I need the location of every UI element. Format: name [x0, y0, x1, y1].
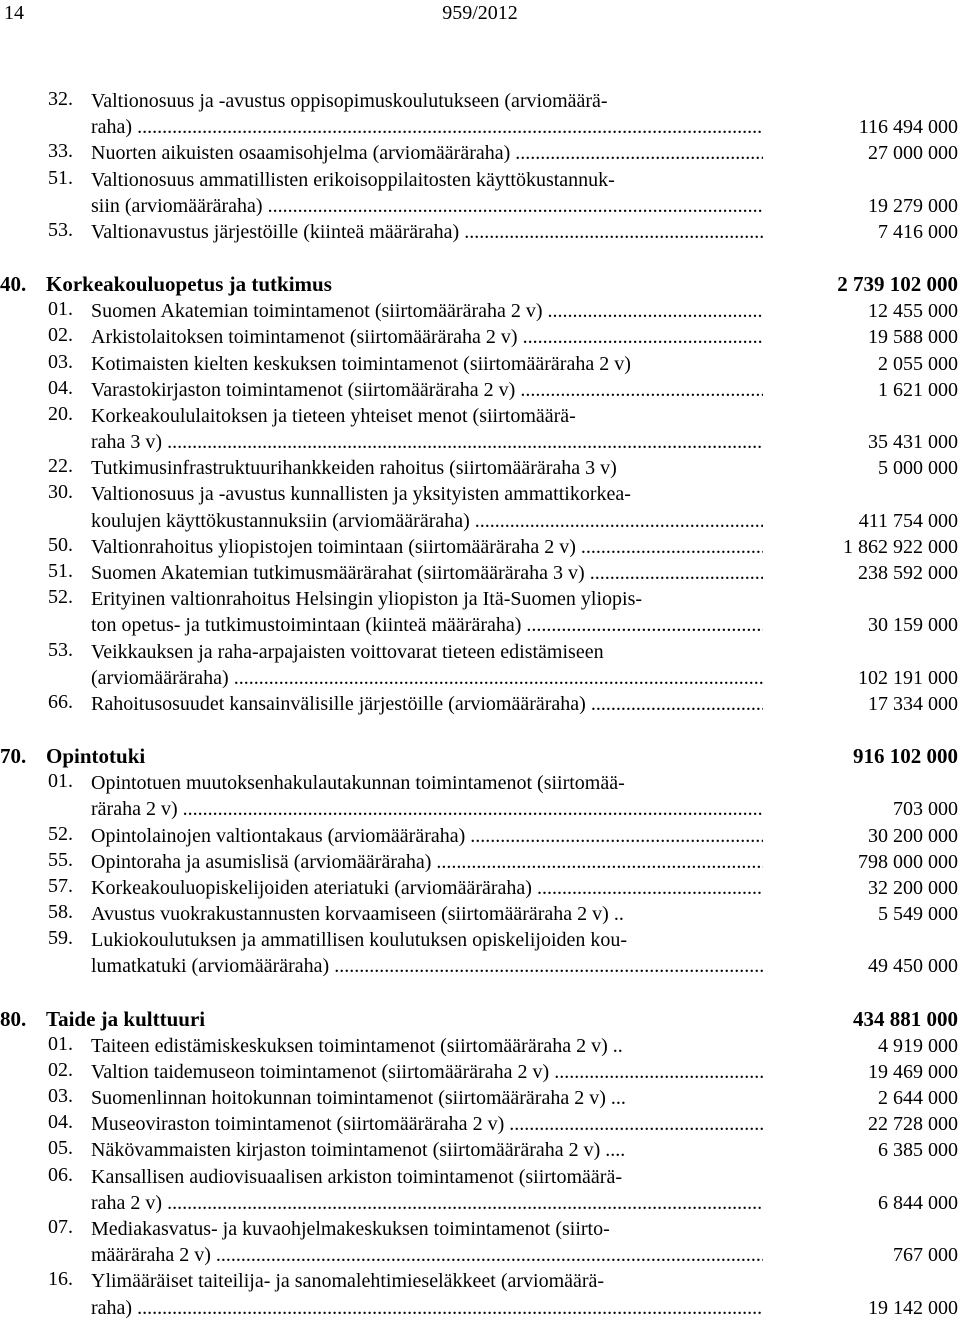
- section-heading: [0, 744, 960, 770]
- item-amount: 767 000: [893, 1244, 958, 1267]
- item-description-line: raha 3 v) .....: [91, 429, 763, 455]
- item-number: 33.: [48, 140, 73, 163]
- item-description-line: Rahoitusosuudet kansainvälisille järjestöille (arviomääräraha) .....: [91, 691, 763, 717]
- item-description-line: Näkövammaisten kirjaston toimintamenot (siirtomääräraha 2 v) ....: [91, 1139, 626, 1162]
- item-amount: 32 200 000: [868, 876, 958, 899]
- budget-item: [0, 140, 960, 166]
- item-number: 03.: [48, 350, 73, 373]
- section-number: 70.: [0, 744, 27, 769]
- item-description-line: Valtionrahoitus yliopistojen toimintaan (siirtomääräraha 2 v) .....: [91, 534, 763, 560]
- budget-item: [0, 927, 960, 979]
- item-amount: 49 450 000: [868, 955, 958, 978]
- budget-item: [0, 849, 960, 875]
- section-amount: 2 739 102 000: [837, 272, 958, 297]
- item-description-line: Opintotuen muutoksenhakulautakunnan toimintamenot (siirtomää-: [91, 772, 625, 795]
- item-amount: 5 549 000: [878, 903, 958, 926]
- budget-item: [0, 324, 960, 350]
- item-description-line: Valtionosuus ammatillisten erikoisoppilaitosten käyttökustannuk-: [91, 168, 615, 191]
- item-number: 03.: [48, 1085, 73, 1107]
- item-amount: 703 000: [893, 798, 958, 821]
- item-description-line: Valtion taidemuseon toimintamenot (siirtomääräraha 2 v) .....: [91, 1059, 763, 1085]
- item-number: 01.: [48, 298, 73, 321]
- item-amount: 22 728 000: [868, 1113, 958, 1136]
- item-amount: 7 416 000: [878, 220, 958, 243]
- item-amount: 6 385 000: [878, 1139, 958, 1162]
- item-amount: 17 334 000: [868, 692, 958, 715]
- item-description-line: Erityinen valtionrahoitus Helsingin yliopiston ja Itä-Suomen yliopis-: [91, 588, 643, 611]
- budget-item: [0, 377, 960, 403]
- budget-item: [0, 1033, 960, 1059]
- budget-item: [0, 403, 960, 455]
- item-description-line: määräraha 2 v) .....: [91, 1242, 763, 1268]
- budget-item: [0, 823, 960, 849]
- page-number: 14: [4, 2, 24, 24]
- item-number: 02.: [48, 1058, 73, 1081]
- budget-item: [0, 586, 960, 638]
- budget-item: [0, 875, 960, 901]
- budget-item: [0, 1137, 960, 1163]
- item-number: 50.: [48, 533, 73, 556]
- item-description-line: Valtionosuus ja -avustus kunnallisten ja yksityisten ammattikorkea-: [91, 483, 631, 506]
- item-description-line: Korkeakouluopiskelijoiden ateriatuki (arviomääräraha) .....: [91, 875, 763, 901]
- item-description-line: Avustus vuokrakustannusten korvaamiseen (siirtomääräraha 2 v) ..: [91, 903, 624, 926]
- item-description-line: Ylimääräiset taiteilija- ja sanomalehtimieseläkkeet (arviomäärä-: [91, 1270, 605, 1293]
- section-title: Korkeakouluopetus ja tutkimus: [46, 272, 332, 297]
- item-amount: 19 588 000: [868, 326, 958, 349]
- item-number: 06.: [48, 1163, 73, 1186]
- item-description-line: Lukiokoulutuksen ja ammatillisen koulutuksen opiskelijoiden kou-: [91, 929, 628, 952]
- page-header: [0, 0, 960, 30]
- item-description-line: Mediakasvatus- ja kuvaohjelmakeskuksen toimintamenot (siirto-: [91, 1217, 610, 1240]
- section-heading: [0, 1007, 960, 1033]
- item-number: 04.: [48, 376, 73, 399]
- item-amount: 19 469 000: [868, 1060, 958, 1083]
- budget-item: [0, 1164, 960, 1216]
- budget-item: [0, 1059, 960, 1085]
- item-description-line: Suomenlinnan hoitokunnan toimintamenot (siirtomääräraha 2 v) ...: [91, 1087, 626, 1109]
- item-description-line: raha 2 v) .....: [91, 1190, 763, 1216]
- budget-list: [0, 88, 960, 1321]
- item-amount: 5 000 000: [878, 457, 958, 480]
- item-amount: 1 862 922 000: [843, 535, 958, 558]
- budget-item: [0, 901, 960, 927]
- item-number: 01.: [48, 1032, 73, 1055]
- item-description-line: ton opetus- ja tutkimustoimintaan (kiinteä määräraha) .....: [91, 612, 763, 638]
- item-amount: 6 844 000: [878, 1191, 958, 1214]
- budget-item: [0, 1216, 960, 1268]
- item-number: 51.: [48, 166, 73, 189]
- item-description-line: Opintoraha ja asumislisä (arviomääräraha) .....: [91, 849, 763, 875]
- item-description-line: (arviomääräraha) .....: [91, 665, 763, 691]
- item-number: 53.: [48, 218, 73, 241]
- item-description-line: Arkistolaitoksen toimintamenot (siirtomääräraha 2 v) .....: [91, 324, 763, 350]
- budget-item: [0, 481, 960, 533]
- item-number: 55.: [48, 848, 73, 871]
- item-number: 59.: [48, 927, 73, 950]
- section-heading: [0, 272, 960, 298]
- section-amount: 916 102 000: [853, 744, 958, 769]
- item-number: 52.: [48, 586, 73, 609]
- item-amount: 30 159 000: [868, 614, 958, 637]
- item-amount: 1 621 000: [878, 378, 958, 401]
- item-number: 32.: [48, 88, 73, 110]
- item-description-line: raha) .....: [91, 1295, 763, 1321]
- document-number: 959/2012: [442, 2, 518, 24]
- item-number: 20.: [48, 402, 73, 425]
- item-number: 22.: [48, 455, 73, 478]
- item-amount: 12 455 000: [868, 300, 958, 323]
- budget-item: [0, 298, 960, 324]
- item-description-line: Opintolainojen valtiontakaus (arviomääräraha) .....: [91, 823, 763, 849]
- item-description-line: Veikkauksen ja raha-arpajaisten voittovarat tieteen edistämiseen: [91, 640, 604, 663]
- budget-item: [0, 1268, 960, 1320]
- item-amount: 35 431 000: [868, 431, 958, 454]
- budget-item: [0, 455, 960, 481]
- budget-item: [0, 167, 960, 219]
- item-description-line: Varastokirjaston toimintamenot (siirtomääräraha 2 v) .....: [91, 377, 763, 403]
- budget-item: [0, 534, 960, 560]
- item-description-line: lumatkatuki (arviomääräraha) .....: [91, 953, 763, 979]
- item-description-line: Tutkimusinfrastruktuurihankkeiden rahoitus (siirtomääräraha 3 v): [91, 457, 617, 480]
- item-amount: 19 142 000: [868, 1296, 958, 1319]
- item-description-line: koulujen käyttökustannuksiin (arviomääräraha) .....: [91, 508, 763, 534]
- budget-item: [0, 1111, 960, 1137]
- item-amount: 19 279 000: [868, 194, 958, 217]
- item-amount: 798 000 000: [858, 850, 958, 873]
- item-description-line: Kotimaisten kielten keskuksen toimintamenot (siirtomääräraha 2 v): [91, 352, 631, 375]
- item-description-line: siin (arviomääräraha) .....: [91, 193, 763, 219]
- item-description-line: Valtionavustus järjestöille (kiinteä määräraha) .....: [91, 219, 763, 245]
- item-number: 58.: [48, 901, 73, 924]
- item-amount: 411 754 000: [858, 509, 958, 532]
- item-amount: 4 919 000: [878, 1034, 958, 1057]
- item-number: 01.: [48, 770, 73, 793]
- section-number: 40.: [0, 272, 27, 297]
- item-number: 04.: [48, 1111, 73, 1134]
- item-number: 52.: [48, 822, 73, 845]
- budget-item: [0, 639, 960, 691]
- item-amount: 2 055 000: [878, 352, 958, 375]
- item-amount: 102 191 000: [858, 666, 958, 689]
- item-number: 57.: [48, 874, 73, 897]
- item-amount: 238 592 000: [858, 562, 958, 584]
- item-description-line: Taiteen edistämiskeskuksen toimintamenot (siirtomääräraha 2 v) ..: [91, 1034, 623, 1057]
- item-amount: 2 644 000: [878, 1087, 958, 1109]
- budget-item: [0, 219, 960, 245]
- item-number: 51.: [48, 560, 73, 582]
- item-description-line: Nuorten aikuisten osaamisohjelma (arviomääräraha) .....: [91, 140, 763, 166]
- section-number: 80.: [0, 1006, 27, 1031]
- section-title: Taide ja kulttuuri: [46, 1006, 206, 1031]
- item-description-line: Valtionosuus ja -avustus oppisopimuskoulutukseen (arviomäärä-: [91, 90, 608, 112]
- budget-item: [0, 88, 960, 140]
- item-description-line: räraha 2 v) .....: [91, 796, 763, 822]
- section-amount: 434 881 000: [853, 1006, 958, 1031]
- item-description-line: Museoviraston toimintamenot (siirtomääräraha 2 v) .....: [91, 1111, 763, 1137]
- item-number: 53.: [48, 638, 73, 661]
- item-number: 30.: [48, 481, 73, 504]
- item-amount: 116 494 000: [858, 116, 958, 139]
- budget-item: [0, 770, 960, 822]
- item-number: 66.: [48, 690, 73, 713]
- item-number: 02.: [48, 324, 73, 347]
- section-title: Opintotuki: [46, 744, 146, 769]
- item-description-line: raha) .....: [91, 114, 763, 140]
- item-amount: 30 200 000: [868, 824, 958, 847]
- budget-item: [0, 691, 960, 717]
- item-number: 05.: [48, 1137, 73, 1160]
- budget-item: [0, 560, 960, 586]
- budget-item: [0, 1085, 960, 1111]
- item-amount: 27 000 000: [868, 142, 958, 165]
- item-number: 16.: [48, 1268, 73, 1291]
- budget-item: [0, 351, 960, 377]
- item-description-line: Korkeakoululaitoksen ja tieteen yhteiset menot (siirtomäärä-: [91, 404, 576, 427]
- item-number: 07.: [48, 1215, 73, 1238]
- item-description-line: Suomen Akatemian toimintamenot (siirtomääräraha 2 v) .....: [91, 298, 763, 324]
- item-description-line: Kansallisen audiovisuaalisen arkiston toimintamenot (siirtomäärä-: [91, 1165, 622, 1188]
- item-description-line: Suomen Akatemian tutkimusmäärärahat (siirtomääräraha 3 v) .....: [91, 560, 763, 586]
